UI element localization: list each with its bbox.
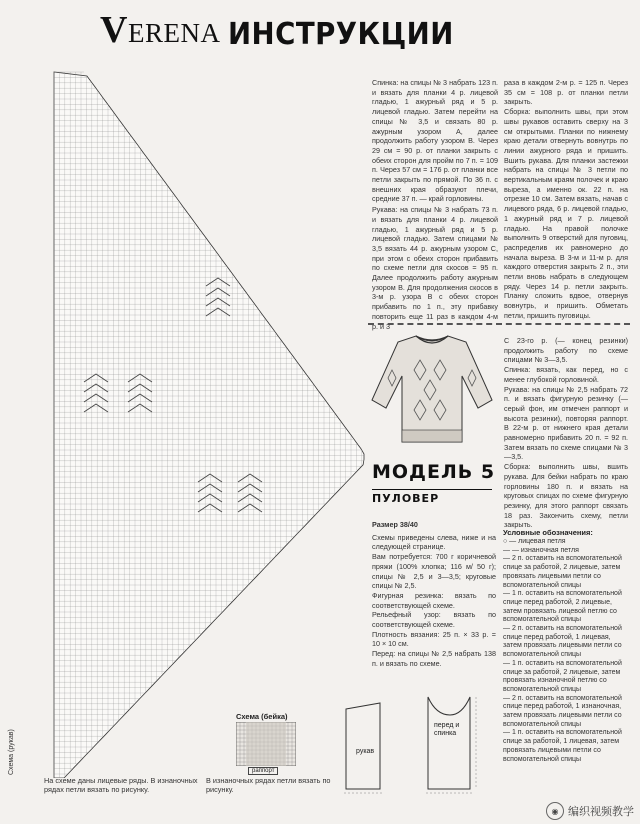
model-title: МОДЕЛЬ 5	[372, 461, 495, 483]
mini-chart	[236, 722, 296, 771]
gauge: Плотность вязания: 25 п. × 33 р. = 10 × 10 см.	[372, 629, 496, 649]
page-title: ИНСТРУКЦИИ	[228, 17, 455, 52]
legend	[503, 528, 627, 764]
back-note: Спинка: вязать, как перед, но с менее глубокой горловиной.	[504, 365, 628, 384]
charts-note: Схемы приведены слева, ниже и на следующей странице.	[372, 532, 496, 552]
assembly-note: Сборка: выполнить швы, вшить рукава. Для бейки набрать по краю горловины 180 п. и вязать на круговых спицах по схеме фигурную резинку, для этого раппорт связать 18 раз. Закончить схему, петли закрыть.	[504, 462, 628, 530]
rib-pattern: Фигурная резинка: вязать по соответствующей схеме.	[372, 590, 496, 610]
section-divider	[368, 323, 630, 325]
watermark-text: 编织视频教学	[568, 806, 634, 818]
legend-item: — 2 п. оставить на вспомогательной спице за работой, 2 лицевые, затем провязать лицевыми петли со вспомогательной спицы	[503, 555, 622, 589]
schematic-sleeve-label: рукав	[356, 748, 375, 755]
watermark	[546, 802, 634, 820]
size-line: Размер 38/40	[372, 520, 418, 529]
model-text-column	[372, 520, 496, 669]
brand-logo: VERENA	[100, 9, 221, 51]
text-column-1	[372, 78, 498, 331]
text-column-2	[504, 78, 628, 321]
wechat-icon: ◉	[546, 802, 564, 820]
legend-item: — 2 п. оставить на вспомогательной спице перед работой, 1 изнаночная, затем провязать лицевыми петли со вспомогательной спицы	[503, 694, 622, 728]
legend-item: — — изнаночная петля	[503, 546, 579, 554]
schematic-front-label: перед и спинка	[434, 722, 460, 737]
legend-item: ○ — лицевая петля	[503, 538, 566, 545]
chart-caption: На схеме даны лицевые ряды. В изнаночных рядах петли вязать по рисунку.	[44, 776, 198, 794]
page-header	[100, 6, 474, 52]
legend-item: — 1 п. оставить на вспомогательной спице за работой, 1 лицевая, затем провязать лицевыми петли со вспомогательной спицы	[503, 729, 622, 763]
text-column-3	[504, 336, 628, 530]
back-instructions: Спинка: на спицы № 3 набрать 123 п. и вязать для планки 4 р. лицевой гладью, 1 ажурный ряд и 5 р. лицевой гладью. Затем перейти на спицы № 3,5 и связать 80 р. ажурным узором А, далее продолжить работу узором В. Через 29 см = 90 р. от планки закрыть с обеих сторон для пройм по 7 п. = 109 п. Через 57 см = 176 р. от планки все петли закрыть по прямой. По 36 п. с внешних края образуют плечи, средние 37 п. — край горловины.	[372, 78, 498, 204]
relief-pattern: Рельефный узор: вязать по соответствующей схеме.	[372, 610, 496, 630]
sleeve-chart	[40, 64, 366, 778]
mini-chart-caption: В изнаночных рядах петли вязать по рисунку.	[206, 776, 331, 794]
materials: Вам потребуется: 700 г коричневой пряжи (100% хлопка; 116 м/ 50 г); спицы № 2,5 и 3—3,5; круговые спицы № 2,5.	[372, 552, 496, 591]
sleeves-instructions: Рукава: на спицы № 3 набрать 73 п. и вязать для планки 4 р. лицевой гладью, 1 ажурный ряд и 5 р. лицевой гладью. Затем спицами № 3,5 вязать 44 р. ажурным узором С, при этом с обеих сторон прибавить по схеме петли для скосов = 95 п. Далее продолжить работу ажурным узором В. Для продолжения скосов в 3-м р. узора В с обеих сторон прибавить по 1 п., эту прибавку повторить еще 11 раз в каждом 4-м р. и 3	[372, 205, 498, 331]
sleeves-note: Рукава: на спицы № 2,5 набрать 72 п. и вязать фигурную резинку (— серый фон, им отмечен раппорт и высота резинки), повторяя раппорт. В 22-м р. от нижнего края детали равномерно прибавить 20 п. = 92 п. Затем вязать по схеме спицами № 3—3,5.	[504, 384, 628, 462]
model-subtitle: ПУЛОВЕР	[372, 492, 440, 505]
legend-title: Условные обозначения:	[503, 528, 593, 537]
chart-side-label: Схема (рукав)	[8, 729, 15, 775]
legend-item: — 1 п. оставить на вспомогательной спице перед работой, 2 лицевые, затем провязать лицевой петлю со вспомогательной спицы	[503, 590, 622, 624]
continue-note: С 23-го р. (— конец резинки) продолжить работу по схеме спицами № 3—3,5.	[504, 336, 628, 365]
mini-chart-footer: раппорт	[248, 767, 278, 775]
assembly-instructions: Сборка: выполнить швы, при этом швы рукавов оставить сверху на 3 см открытыми. Планки по нижнему краю детали отвернуть вовнутрь по линии ажурного ряда и пришить. Вшить рукава. Для планки застежки набрать на спицы № 3 петли по вертикальным краям полочек и краю выреза, а именно ок. 22 п. на отрезке 10 см. Затем вязать, начав с лицевого ряда, 6 р. лицевой гладью, 1 ажурный ряд и 7 р. лицевой гладью. На правой полочке выполнить 9 отверстий для пуговиц, распределив их равномерно до начала выреза. В 3-м и 11-м р. для каждого отверстия закрыть 2 п., эти петли вновь набрать в следующем ряду. Через 14 р. петли закрыть. Планку сложить вдвое, отвернув вовнутрь, и пришить. Обметать петли, пришить пуговицы.	[504, 107, 628, 320]
legend-item: — 2 п. оставить на вспомогательной спице перед работой, 1 лицевая, затем провязать лицевыми петли со вспомогательной спицы	[503, 625, 622, 659]
front-instructions: Перед: на спицы № 2,5 набрать 138 п. и вязать по схеме.	[372, 649, 496, 668]
pullover-illustration	[368, 330, 496, 448]
model-title-rule	[372, 489, 492, 490]
mini-chart-label: Схема (бейка)	[236, 712, 288, 721]
legend-item: — 1 п. оставить на вспомогательной спице за работой, 2 лицевые, затем провязать изнаночной петлю со вспомогательной спицы	[503, 659, 622, 693]
sleeve-continuation: раза в каждом 2-м р. = 125 п. Через 35 см = 108 р. от планки петли закрыть.	[504, 78, 628, 107]
